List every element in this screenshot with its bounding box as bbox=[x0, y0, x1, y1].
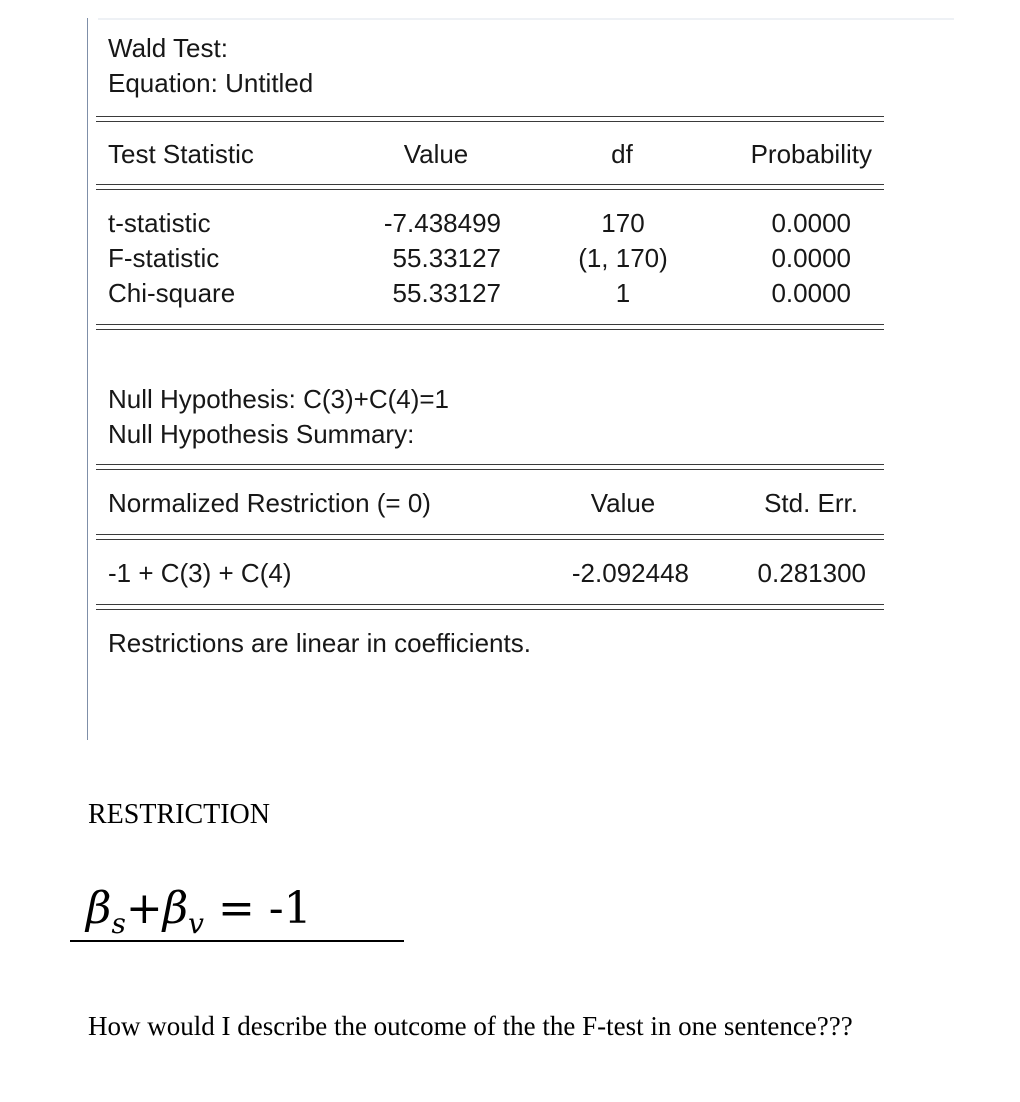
question-text: How would I describe the outcome of the the F-test in one sentence??? bbox=[88, 1011, 853, 1041]
col-header-value: Value bbox=[403, 139, 469, 169]
row-value-t: -7.438499 bbox=[383, 208, 501, 238]
null-hypothesis-summary: Null Hypothesis Summary: bbox=[108, 419, 415, 449]
row-prob-t: 0.0000 bbox=[771, 208, 851, 238]
wald-test-title: Wald Test: bbox=[108, 33, 228, 63]
col-header-normalized-restriction: Normalized Restriction (= 0) bbox=[108, 488, 431, 518]
formula-underline bbox=[70, 940, 404, 942]
row-stat-t: t-statistic bbox=[108, 208, 211, 238]
panel-top-border bbox=[98, 18, 954, 20]
formula-subscript: s bbox=[111, 907, 126, 940]
restriction-value: -2.092448 bbox=[571, 558, 689, 588]
restriction-label: RESTRICTION bbox=[88, 799, 270, 830]
row-value-f: 55.33127 bbox=[392, 243, 501, 273]
table-rule bbox=[96, 604, 884, 610]
row-prob-f: 0.0000 bbox=[771, 243, 851, 273]
null-hypothesis: Null Hypothesis: C(3)+C(4)=1 bbox=[108, 384, 450, 414]
beta-symbol: β bbox=[86, 883, 112, 934]
row-df-chi: 1 bbox=[615, 278, 631, 308]
table-rule bbox=[96, 464, 884, 470]
formula-equals-value: = -1 bbox=[203, 883, 312, 934]
row-stat-f: F-statistic bbox=[108, 243, 220, 273]
restriction-expression: -1 + C(3) + C(4) bbox=[108, 558, 292, 588]
formula-subscript: v bbox=[188, 907, 204, 940]
plus-sign: + bbox=[125, 883, 163, 934]
col-header-test-statistic: Test Statistic bbox=[108, 139, 254, 169]
table-rule bbox=[96, 116, 884, 122]
restriction-std-err: 0.281300 bbox=[757, 558, 866, 588]
col-header-df: df bbox=[611, 139, 633, 169]
row-stat-chi: Chi-square bbox=[108, 278, 236, 308]
beta-symbol: β bbox=[162, 883, 189, 934]
restriction-footnote: Restrictions are linear in coefficients. bbox=[108, 628, 531, 658]
col-header-std-err: Std. Err. bbox=[764, 488, 858, 518]
table-rule bbox=[96, 534, 884, 540]
table-rule bbox=[96, 184, 884, 190]
row-df-t: 170 bbox=[601, 208, 645, 238]
table-rule bbox=[96, 324, 884, 330]
row-df-f: (1, 170) bbox=[578, 243, 668, 273]
row-prob-chi: 0.0000 bbox=[771, 278, 851, 308]
col-header-restriction-value: Value bbox=[590, 488, 656, 518]
col-header-probability: Probability bbox=[750, 139, 872, 169]
restriction-formula bbox=[86, 884, 312, 939]
row-value-chi: 55.33127 bbox=[392, 278, 501, 308]
equation-label: Equation: Untitled bbox=[108, 68, 314, 98]
